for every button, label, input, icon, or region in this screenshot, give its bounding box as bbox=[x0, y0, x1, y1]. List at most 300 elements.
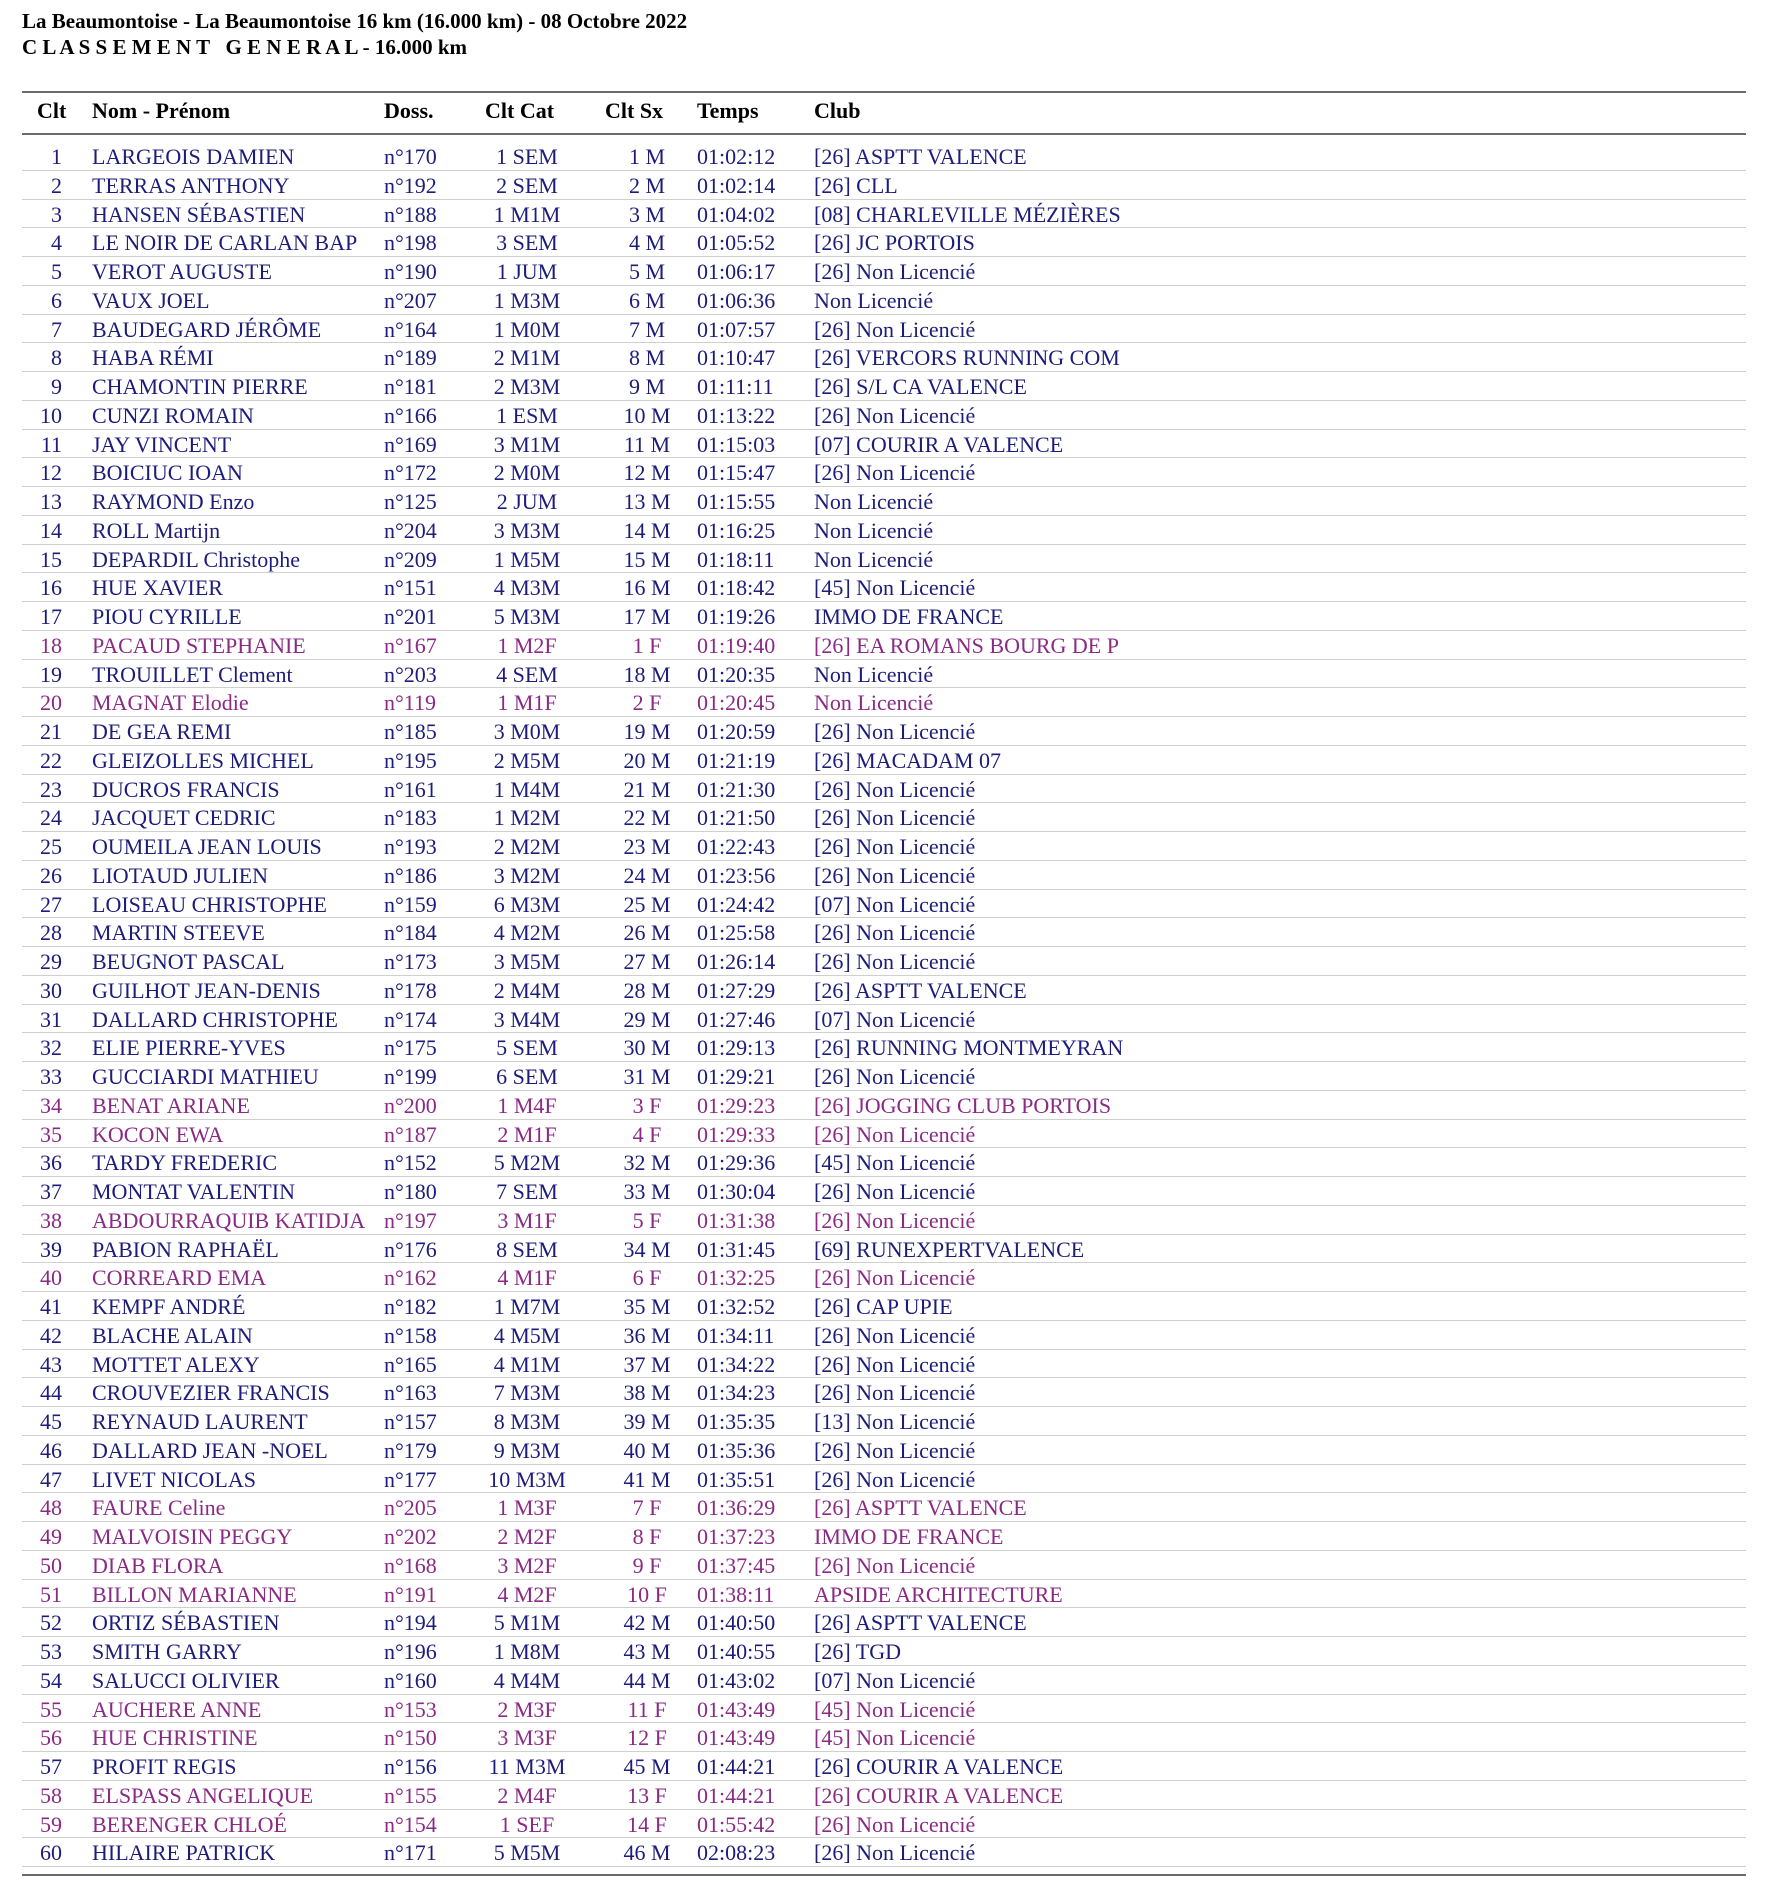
table-row bbox=[22, 918, 1746, 947]
cell-sex-rank: 10 M bbox=[623, 402, 671, 428]
cell-clt: 54 bbox=[40, 1667, 62, 1693]
cell-time: 01:04:02 bbox=[697, 201, 776, 227]
cell-category-rank: 2 M2M bbox=[493, 834, 561, 859]
cell-name: DE GEA REMI bbox=[92, 719, 232, 744]
cell-sex-rank: 2 F bbox=[632, 690, 662, 716]
cell-category-rank: 6 SEM bbox=[496, 1064, 558, 1089]
cell-time: 01:35:36 bbox=[697, 1437, 776, 1463]
cell-category-rank: 1 JUM bbox=[496, 259, 558, 284]
cell-clt: 49 bbox=[40, 1524, 62, 1549]
cell-sex-rank: 21 M bbox=[623, 776, 671, 802]
cell-time: 01:35:35 bbox=[697, 1409, 776, 1434]
cell-sex-rank: 14 M bbox=[623, 517, 671, 543]
cell-time: 01:20:45 bbox=[697, 690, 776, 716]
cell-sex-rank: 18 M bbox=[623, 661, 671, 687]
cell-category-rank: 4 M5M bbox=[493, 1322, 561, 1348]
cell-category-rank: 1 M1M bbox=[493, 201, 561, 227]
cell-club: [08] CHARLEVILLE MÉZIÈRES bbox=[814, 201, 1121, 227]
cell-name: MARTIN STEEVE bbox=[92, 920, 265, 946]
cell-club: [26] COURIR A VALENCE bbox=[814, 1782, 1064, 1808]
cell-club: [45] Non Licencié bbox=[814, 1150, 976, 1176]
cell-name: HANSEN SÉBASTIEN bbox=[92, 201, 306, 227]
table-row bbox=[22, 803, 1746, 832]
column-header-doss: Doss. bbox=[384, 98, 434, 123]
cell-name: PIOU CYRILLE bbox=[92, 604, 242, 629]
cell-time: 01:37:45 bbox=[697, 1552, 776, 1578]
cell-club: [26] Non Licencié bbox=[814, 1179, 976, 1204]
cell-category-rank: 2 M1F bbox=[497, 1121, 557, 1147]
cell-club: [26] Non Licencié bbox=[814, 1064, 976, 1089]
cell-category-rank: 5 M2M bbox=[493, 1150, 561, 1176]
cell-bib: n°150 bbox=[384, 1725, 437, 1751]
cell-bib: n°178 bbox=[384, 977, 437, 1003]
cell-club: [07] Non Licencié bbox=[814, 1667, 976, 1693]
table-row bbox=[22, 1551, 1746, 1580]
cell-bib: n°154 bbox=[384, 1811, 437, 1837]
table-row bbox=[22, 1177, 1746, 1206]
table-row bbox=[22, 631, 1746, 660]
cell-bib: n°207 bbox=[384, 287, 437, 313]
cell-sex-rank: 44 M bbox=[623, 1667, 671, 1693]
cell-name: BAUDEGARD JÉRÔME bbox=[92, 316, 322, 342]
cell-time: 01:15:55 bbox=[697, 489, 776, 514]
cell-clt: 52 bbox=[40, 1610, 62, 1636]
top-divider bbox=[22, 91, 1746, 93]
cell-time: 01:06:36 bbox=[697, 287, 776, 313]
cell-category-rank: 2 JUM bbox=[496, 489, 558, 514]
cell-time: 01:06:17 bbox=[697, 259, 776, 284]
table-row bbox=[22, 1062, 1746, 1091]
cell-bib: n°191 bbox=[384, 1581, 437, 1607]
cell-time: 01:35:51 bbox=[697, 1466, 776, 1492]
table-row bbox=[22, 1580, 1746, 1609]
cell-time: 01:31:38 bbox=[697, 1207, 776, 1233]
table-row bbox=[22, 947, 1746, 976]
cell-name: MOTTET ALEXY bbox=[92, 1351, 260, 1377]
cell-category-rank: 1 SEM bbox=[496, 144, 558, 169]
cell-bib: n°171 bbox=[384, 1840, 437, 1866]
cell-time: 01:15:03 bbox=[697, 431, 776, 457]
cell-club: [26] TGD bbox=[814, 1639, 901, 1664]
cell-sex-rank: 45 M bbox=[623, 1754, 671, 1779]
cell-name: BOICIUC IOAN bbox=[92, 460, 243, 486]
cell-sex-rank: 40 M bbox=[623, 1437, 671, 1463]
table-row bbox=[22, 573, 1746, 602]
cell-time: 01:23:56 bbox=[697, 862, 776, 888]
table-row bbox=[22, 717, 1746, 746]
cell-clt: 8 bbox=[51, 345, 62, 371]
cell-bib: n°168 bbox=[384, 1552, 437, 1578]
table-row bbox=[22, 1378, 1746, 1407]
cell-bib: n°194 bbox=[384, 1610, 437, 1636]
cell-category-rank: 10 M3M bbox=[488, 1466, 566, 1492]
header-divider bbox=[22, 133, 1746, 135]
cell-time: 01:32:52 bbox=[697, 1294, 776, 1319]
cell-name: LIVET NICOLAS bbox=[92, 1466, 256, 1492]
cell-club: IMMO DE FRANCE bbox=[814, 1524, 1004, 1549]
table-row bbox=[22, 1608, 1746, 1637]
cell-time: 01:18:11 bbox=[697, 546, 775, 572]
cell-club: [26] Non Licencié bbox=[814, 805, 976, 831]
cell-category-rank: 7 SEM bbox=[496, 1179, 558, 1204]
cell-time: 01:21:50 bbox=[697, 805, 776, 831]
table-row bbox=[22, 1810, 1746, 1839]
cell-bib: n°170 bbox=[384, 144, 437, 169]
cell-category-rank: 1 M1F bbox=[497, 690, 557, 716]
table-row bbox=[22, 430, 1746, 459]
cell-time: 01:31:45 bbox=[697, 1236, 776, 1262]
cell-time: 01:34:22 bbox=[697, 1351, 776, 1377]
table-row bbox=[22, 1263, 1746, 1292]
cell-category-rank: 4 M1F bbox=[497, 1265, 557, 1291]
cell-club: [69] RUNEXPERTVALENCE bbox=[814, 1236, 1085, 1262]
cell-time: 01:20:59 bbox=[697, 719, 776, 744]
cell-name: KOCON EWA bbox=[92, 1121, 224, 1147]
cell-sex-rank: 5 F bbox=[632, 1207, 662, 1233]
cell-category-rank: 6 M3M bbox=[493, 891, 561, 917]
cell-bib: n°177 bbox=[384, 1466, 437, 1492]
cell-category-rank: 5 M3M bbox=[493, 604, 561, 629]
column-header-clt-cat: Clt Cat bbox=[485, 98, 555, 123]
table-row bbox=[22, 688, 1746, 717]
cell-club: [26] Non Licencié bbox=[814, 316, 976, 342]
cell-category-rank: 3 M1F bbox=[497, 1207, 557, 1233]
cell-bib: n°176 bbox=[384, 1236, 437, 1262]
cell-clt: 42 bbox=[40, 1322, 62, 1348]
cell-clt: 51 bbox=[40, 1581, 62, 1607]
cell-category-rank: 4 M2M bbox=[493, 920, 561, 946]
cell-sex-rank: 41 M bbox=[623, 1466, 671, 1492]
cell-category-rank: 1 M0M bbox=[493, 316, 561, 342]
cell-bib: n°185 bbox=[384, 719, 437, 744]
cell-clt: 21 bbox=[40, 719, 62, 744]
table-row bbox=[22, 775, 1746, 804]
cell-club: Non Licencié bbox=[814, 690, 934, 716]
cell-bib: n°155 bbox=[384, 1782, 437, 1808]
cell-time: 01:07:57 bbox=[697, 316, 776, 342]
cell-club: [26] CLL bbox=[814, 172, 898, 198]
cell-club: [26] Non Licencié bbox=[814, 259, 976, 284]
cell-clt: 57 bbox=[40, 1754, 62, 1779]
cell-sex-rank: 9 F bbox=[632, 1552, 662, 1578]
column-header-temps: Temps bbox=[697, 98, 759, 123]
cell-clt: 35 bbox=[40, 1121, 62, 1147]
cell-sex-rank: 38 M bbox=[623, 1380, 671, 1406]
cell-sex-rank: 8 M bbox=[628, 345, 666, 371]
cell-name: ABDOURRAQUIB KATIDJA bbox=[92, 1207, 366, 1233]
cell-clt: 37 bbox=[40, 1179, 62, 1204]
table-row bbox=[22, 1407, 1746, 1436]
cell-time: 01:27:29 bbox=[697, 977, 776, 1003]
cell-bib: n°199 bbox=[384, 1064, 437, 1089]
cell-club: [26] Non Licencié bbox=[814, 776, 976, 802]
cell-clt: 47 bbox=[40, 1466, 62, 1492]
cell-sex-rank: 33 M bbox=[623, 1179, 671, 1204]
cell-time: 01:15:47 bbox=[697, 460, 776, 486]
cell-category-rank: 2 M2F bbox=[497, 1524, 557, 1549]
table-row bbox=[22, 1148, 1746, 1177]
cell-clt: 14 bbox=[40, 517, 62, 543]
table-row bbox=[22, 1436, 1746, 1465]
cell-time: 01:19:40 bbox=[697, 632, 776, 658]
cell-bib: n°153 bbox=[384, 1696, 437, 1722]
cell-name: CORREARD EMA bbox=[92, 1265, 267, 1291]
cell-time: 01:11:11 bbox=[697, 374, 774, 399]
cell-sex-rank: 34 M bbox=[623, 1236, 671, 1262]
cell-clt: 29 bbox=[40, 949, 62, 974]
cell-name: LE NOIR DE CARLAN BAP bbox=[92, 230, 358, 256]
cell-clt: 26 bbox=[40, 862, 62, 888]
cell-bib: n°188 bbox=[384, 201, 437, 227]
cell-club: [45] Non Licencié bbox=[814, 1725, 976, 1751]
cell-club: [26] Non Licencié bbox=[814, 1380, 976, 1406]
cell-time: 01:21:19 bbox=[697, 747, 776, 773]
cell-clt: 6 bbox=[51, 287, 62, 313]
table-row bbox=[22, 228, 1746, 257]
cell-sex-rank: 1 F bbox=[632, 632, 662, 658]
cell-category-rank: 1 M7M bbox=[493, 1294, 561, 1319]
cell-sex-rank: 9 M bbox=[628, 374, 666, 399]
cell-sex-rank: 22 M bbox=[623, 805, 671, 831]
cell-club: [07] Non Licencié bbox=[814, 1006, 976, 1032]
table-row bbox=[22, 343, 1746, 372]
table-row bbox=[22, 602, 1746, 631]
cell-sex-rank: 30 M bbox=[623, 1035, 671, 1061]
table-row bbox=[22, 516, 1746, 545]
table-row bbox=[22, 171, 1746, 200]
cell-category-rank: 1 M4F bbox=[497, 1092, 557, 1118]
page-subtitle: C L A S S E M E N T G E N E R A L - 16.000 km bbox=[22, 35, 468, 59]
cell-category-rank: 3 M3M bbox=[493, 517, 561, 543]
table-row bbox=[22, 1292, 1746, 1321]
cell-name: TERRAS ANTHONY bbox=[92, 172, 290, 198]
cell-sex-rank: 11 F bbox=[627, 1696, 667, 1722]
table-row bbox=[22, 1235, 1746, 1264]
cell-bib: n°200 bbox=[384, 1092, 437, 1118]
cell-bib: n°183 bbox=[384, 805, 437, 831]
cell-bib: n°196 bbox=[384, 1639, 437, 1664]
cell-sex-rank: 14 F bbox=[627, 1811, 667, 1837]
cell-bib: n°174 bbox=[384, 1006, 437, 1032]
cell-name: HUE XAVIER bbox=[92, 575, 223, 601]
cell-category-rank: 2 M4F bbox=[497, 1782, 557, 1808]
table-row bbox=[22, 1465, 1746, 1494]
cell-bib: n°181 bbox=[384, 374, 437, 399]
cell-name: REYNAUD LAURENT bbox=[92, 1409, 308, 1434]
cell-clt: 19 bbox=[40, 661, 62, 687]
cell-bib: n°173 bbox=[384, 949, 437, 974]
cell-sex-rank: 37 M bbox=[623, 1351, 671, 1377]
cell-time: 01:18:42 bbox=[697, 575, 776, 601]
cell-clt: 50 bbox=[40, 1552, 62, 1578]
cell-clt: 4 bbox=[51, 230, 62, 256]
cell-name: JAY VINCENT bbox=[92, 431, 232, 457]
cell-clt: 48 bbox=[40, 1495, 62, 1521]
cell-clt: 41 bbox=[40, 1294, 62, 1319]
cell-club: [26] S/L CA VALENCE bbox=[814, 374, 1027, 399]
cell-category-rank: 3 M2M bbox=[493, 862, 561, 888]
cell-bib: n°184 bbox=[384, 920, 437, 946]
cell-time: 01:21:30 bbox=[697, 776, 776, 802]
cell-name: LARGEOIS DAMIEN bbox=[92, 144, 295, 169]
table-row bbox=[22, 1493, 1746, 1522]
cell-name: DEPARDIL Christophe bbox=[92, 546, 300, 572]
cell-sex-rank: 17 M bbox=[623, 604, 671, 629]
cell-sex-rank: 6 M bbox=[628, 287, 666, 313]
cell-category-rank: 1 M8M bbox=[493, 1639, 561, 1664]
cell-category-rank: 3 M0M bbox=[493, 719, 561, 744]
cell-clt: 46 bbox=[40, 1437, 62, 1463]
cell-clt: 16 bbox=[40, 575, 62, 601]
cell-club: [13] Non Licencié bbox=[814, 1409, 976, 1434]
cell-name: OUMEILA JEAN LOUIS bbox=[92, 834, 322, 859]
cell-category-rank: 1 M2F bbox=[497, 632, 557, 658]
cell-name: SALUCCI OLIVIER bbox=[92, 1667, 280, 1693]
column-header-club: Club bbox=[814, 98, 861, 123]
cell-time: 01:44:21 bbox=[697, 1782, 776, 1808]
column-header-clt-sx: Clt Sx bbox=[605, 98, 664, 123]
cell-name: MALVOISIN PEGGY bbox=[92, 1524, 293, 1549]
table-row bbox=[22, 1033, 1746, 1062]
cell-name: PACAUD STEPHANIE bbox=[92, 632, 306, 658]
cell-sex-rank: 43 M bbox=[623, 1639, 671, 1664]
cell-sex-rank: 12 M bbox=[623, 460, 671, 486]
cell-club: [26] RUNNING MONTMEYRAN bbox=[814, 1035, 1124, 1061]
cell-club: [26] ASPTT VALENCE bbox=[814, 144, 1027, 169]
cell-sex-rank: 29 M bbox=[623, 1006, 671, 1032]
cell-name: CROUVEZIER FRANCIS bbox=[92, 1380, 330, 1406]
cell-category-rank: 3 M3F bbox=[497, 1725, 557, 1751]
cell-club: [26] Non Licencié bbox=[814, 1552, 976, 1578]
cell-sex-rank: 20 M bbox=[623, 747, 671, 773]
cell-clt: 3 bbox=[51, 201, 62, 227]
cell-time: 02:08:23 bbox=[697, 1840, 776, 1866]
cell-time: 01:27:46 bbox=[697, 1006, 776, 1032]
page-header bbox=[22, 8, 687, 60]
cell-club: [26] Non Licencié bbox=[814, 719, 976, 744]
cell-category-rank: 3 M5M bbox=[493, 949, 561, 974]
cell-time: 01:29:23 bbox=[697, 1092, 776, 1118]
cell-clt: 39 bbox=[40, 1236, 62, 1262]
cell-name: DUCROS FRANCIS bbox=[92, 776, 280, 802]
table-row bbox=[22, 1752, 1746, 1781]
cell-club: [26] Non Licencié bbox=[814, 949, 976, 974]
cell-time: 01:29:33 bbox=[697, 1121, 776, 1147]
table-row bbox=[22, 746, 1746, 775]
cell-sex-rank: 24 M bbox=[623, 862, 671, 888]
cell-bib: n°192 bbox=[384, 172, 437, 198]
cell-clt: 32 bbox=[40, 1035, 62, 1061]
cell-sex-rank: 15 M bbox=[623, 546, 671, 572]
table-row bbox=[22, 142, 1746, 171]
cell-name: CHAMONTIN PIERRE bbox=[92, 374, 308, 399]
cell-name: AUCHERE ANNE bbox=[92, 1696, 262, 1722]
cell-name: BLACHE ALAIN bbox=[92, 1322, 253, 1348]
cell-club: [26] Non Licencié bbox=[814, 402, 976, 428]
cell-name: GUCCIARDI MATHIEU bbox=[92, 1064, 319, 1089]
cell-club: Non Licencié bbox=[814, 287, 934, 313]
table-row bbox=[22, 1781, 1746, 1810]
cell-club: [26] VERCORS RUNNING COM bbox=[814, 345, 1120, 371]
cell-category-rank: 7 M3M bbox=[493, 1380, 561, 1406]
cell-club: [26] COURIR A VALENCE bbox=[814, 1754, 1064, 1779]
cell-sex-rank: 1 M bbox=[628, 144, 666, 169]
cell-name: ELIE PIERRE-YVES bbox=[92, 1035, 286, 1061]
cell-sex-rank: 16 M bbox=[623, 575, 671, 601]
cell-sex-rank: 19 M bbox=[623, 719, 671, 744]
cell-time: 01:19:26 bbox=[697, 604, 776, 629]
cell-bib: n°125 bbox=[384, 489, 437, 514]
cell-bib: n°182 bbox=[384, 1294, 437, 1319]
cell-time: 01:02:14 bbox=[697, 172, 776, 198]
cell-bib: n°193 bbox=[384, 834, 437, 859]
cell-sex-rank: 2 M bbox=[628, 172, 666, 198]
cell-category-rank: 2 M5M bbox=[493, 747, 561, 773]
cell-time: 01:43:02 bbox=[697, 1667, 776, 1693]
cell-sex-rank: 8 F bbox=[632, 1524, 662, 1549]
cell-sex-rank: 5 M bbox=[628, 259, 666, 284]
cell-name: BERENGER CHLOÉ bbox=[92, 1811, 287, 1837]
cell-bib: n°202 bbox=[384, 1524, 437, 1549]
cell-club: [26] ASPTT VALENCE bbox=[814, 1610, 1027, 1636]
cell-name: KEMPF ANDRÉ bbox=[92, 1294, 246, 1319]
cell-bib: n°169 bbox=[384, 431, 437, 457]
cell-club: [26] Non Licencié bbox=[814, 1121, 976, 1147]
cell-club: [45] Non Licencié bbox=[814, 1696, 976, 1722]
cell-name: GUILHOT JEAN-DENIS bbox=[92, 977, 321, 1003]
cell-clt: 7 bbox=[51, 316, 62, 342]
cell-club: IMMO DE FRANCE bbox=[814, 604, 1004, 629]
table-row bbox=[22, 257, 1746, 286]
cell-time: 01:30:04 bbox=[697, 1179, 776, 1204]
cell-name: RAYMOND Enzo bbox=[92, 489, 255, 514]
table-row bbox=[22, 200, 1746, 229]
cell-bib: n°152 bbox=[384, 1150, 437, 1176]
cell-club: [26] Non Licencié bbox=[814, 1437, 976, 1463]
cell-time: 01:10:47 bbox=[697, 345, 776, 371]
cell-clt: 25 bbox=[40, 834, 62, 859]
cell-club: [26] JC PORTOIS bbox=[814, 230, 975, 256]
cell-category-rank: 3 SEM bbox=[496, 230, 558, 256]
cell-clt: 23 bbox=[40, 776, 62, 802]
cell-bib: n°158 bbox=[384, 1322, 437, 1348]
cell-clt: 10 bbox=[40, 402, 62, 428]
cell-clt: 11 bbox=[40, 431, 62, 457]
cell-name: GLEIZOLLES MICHEL bbox=[92, 747, 314, 773]
cell-name: PABION RAPHAËL bbox=[92, 1236, 279, 1262]
column-header-nom: Nom - Prénom bbox=[92, 98, 231, 123]
bottom-divider bbox=[22, 1874, 1746, 1876]
table-row bbox=[22, 1637, 1746, 1666]
cell-club: [26] Non Licencié bbox=[814, 460, 976, 486]
cell-clt: 13 bbox=[40, 489, 62, 514]
cell-sex-rank: 12 F bbox=[627, 1725, 667, 1751]
cell-name: BEUGNOT PASCAL bbox=[92, 949, 285, 974]
cell-time: 01:13:22 bbox=[697, 402, 776, 428]
cell-clt: 17 bbox=[40, 604, 62, 629]
cell-sex-rank: 26 M bbox=[623, 920, 671, 946]
cell-sex-rank: 32 M bbox=[623, 1150, 671, 1176]
cell-name: CUNZI ROMAIN bbox=[92, 402, 254, 428]
cell-club: [26] EA ROMANS BOURG DE P bbox=[814, 632, 1119, 658]
table-row bbox=[22, 660, 1746, 689]
cell-clt: 31 bbox=[40, 1006, 62, 1032]
cell-bib: n°197 bbox=[384, 1207, 437, 1233]
cell-club: [26] Non Licencié bbox=[814, 1351, 976, 1377]
cell-time: 01:25:58 bbox=[697, 920, 776, 946]
cell-clt: 22 bbox=[40, 747, 62, 773]
cell-sex-rank: 11 M bbox=[623, 431, 671, 457]
